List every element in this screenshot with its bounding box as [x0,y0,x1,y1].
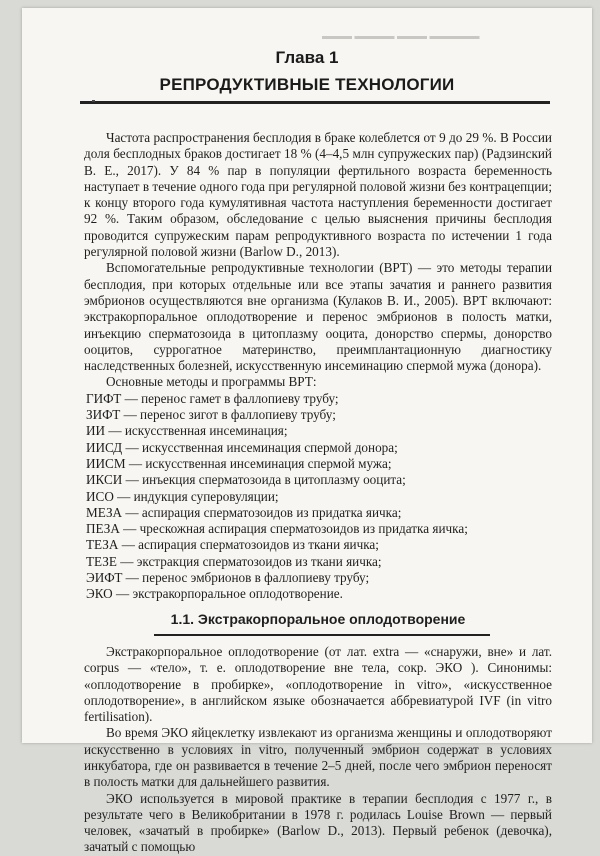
paragraph: Вспомогательные репродуктивные технологии (ВРТ) — это методы терапии бесплодия, при которых отдельные или все этапы зачатия и раннего развития эмбрионов осуществляются вне организма (Кулаков В. И., 2005). ВРТ включают: экстракорпоральное оплодотворение и перенос эмбрионов в полость матки, инъекцию сперматозоида в цитоплазму ооцита, донорство спермы, донорство ооцитов, суррогатное материнство, преимплантационную диагностику наследственных болезней, искусственную инсеминацию спермой мужа (донора). [84,260,552,374]
chapter-label: Глава 1 [275,48,339,67]
list-item: ЭКО — экстракорпоральное оплодотворение. [86,586,343,602]
bleed-through-text: ▬▬▬ ▬▬▬▬ ▬▬▬ ▬▬▬▬▬ [322,31,480,42]
page-mark [92,100,95,102]
list-item: ИИ — искусственная инсеминация; [86,423,288,439]
chapter-title: РЕПРОДУКТИВНЫЕ ТЕХНОЛОГИИ [159,75,455,94]
list-item: ЗИФТ — перенос зигот в фаллопиеву трубу; [86,407,336,423]
list-item: ИИСД — искусственная инсеминация спермой донора; [86,439,398,455]
paragraph: Экстракорпоральное оплодотворение (от лат. extra — «снаружи, вне» и лат. corpus — «тело», т. е. оплодотворение вне тела, сокр. ЭКО ). Синонимы: «оплодотворение в пробирке», «оплодотворение in vitro», «искусственное оплодотворение», в английском языке обозначается аббревиатурой IVF (in vitro fertilisation). [84,643,552,725]
list-item: ГИФТ — перенос гамет в фаллопиеву трубу; [86,390,339,406]
section-underline [154,634,490,636]
paragraph: Основные методы и программы ВРТ: [106,374,317,390]
paragraph: Во время ЭКО яйцеклетку извлекают из организма женщины и оплодотворяют искусственно в условиях in vitro, полученный эмбрион содержат в условиях инкубатора, где он развивается в течение 2–5 дней, после чего эмбрион переносят в полость матки для дальнейшего развития. [84,725,552,790]
document-page [22,8,592,855]
title-underline [80,101,550,104]
list-item: ЭИФТ — перенос эмбрионов в фаллопиеву трубу; [86,570,370,586]
paragraph: Частота распространения бесплодия в браке колеблется от 9 до 29 %. В России доля бесплодных браков достигает 18 % (4–4,5 млн супружеских пар) (Радзинский В. Е., 2017). У 84 % пар в популяции фертильного возраста беременность наступает в течение одного года при регулярной половой жизни без контрацепции; к концу второго года кумулятивная частота наступления беременности достигает 92 %. Таким образом, обследование с целью выяснения причины бесплодия проводится супружеским парам репродуктивного возраста по истечении 1 года регулярной половой жизни (Barlow D., 2013). [84,130,552,260]
list-item: ТЕЗЕ — экстракция сперматозоидов из ткани яичка; [86,553,382,569]
list-item: ИИСМ — искусственная инсеминация спермой мужа; [86,455,392,471]
list-item: ТЕЗА — аспирация сперматозоидов из ткани яичка; [86,537,379,553]
list-item: ПЕЗА — чрескожная аспирация сперматозоидов из придатка яичка; [86,521,468,537]
section-heading: 1.1. Экстракорпоральное оплодотворение [170,610,466,627]
list-item: МЕЗА — аспирация сперматозоидов из придатка яичка; [86,504,402,520]
methods-list [84,391,552,603]
body-text [84,130,552,856]
list-item: ИСО — индукция суперовуляции; [86,488,279,504]
list-item: ИКСИ — инъекция сперматозоида в цитоплазму ооцита; [86,472,406,488]
paragraph: ЭКО используется в мировой практике в терапии бесплодия с 1977 г., в результате чего в Великобритании в 1978 г. родилась Louise Brown — первый человек, «зачатый в пробирке» (Barlow D., 2013). Первый ребенок (девочка), зачатый с помощью [84,790,552,855]
